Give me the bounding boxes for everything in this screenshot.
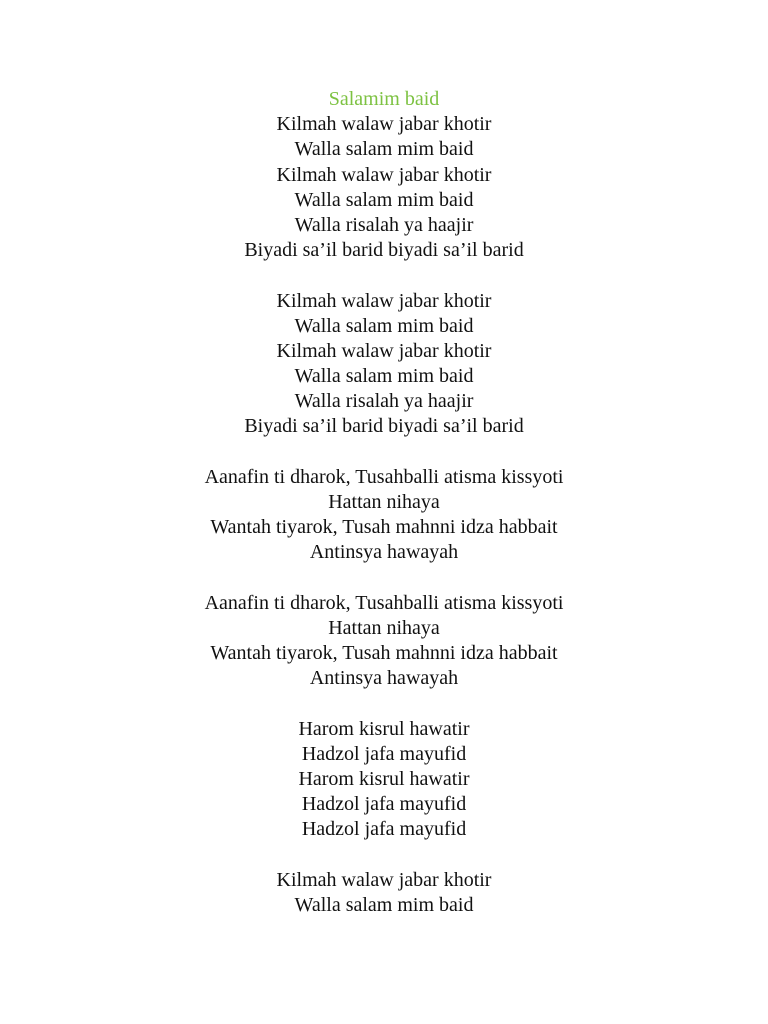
stanza — [0, 591, 768, 692]
stanza — [0, 465, 768, 566]
lyric-line: Hattan nihaya — [328, 616, 440, 639]
lyric-line: Biyadi sa’il barid biyadi sa’il barid — [244, 415, 524, 438]
lyric-line: Wantah tiyarok, Tusah mahnni idza habbait — [210, 516, 558, 539]
stanza — [0, 868, 768, 918]
lyric-line: Hadzol jafa mayufid — [301, 742, 467, 765]
lyric-line: Walla salam mim baid — [294, 894, 474, 916]
lyric-line: Hattan nihaya — [328, 491, 440, 513]
lyric-line: Walla salam mim baid — [294, 365, 474, 388]
lyric-line: Aanafin ti dharok, Tusahballi atisma kissyoti — [204, 591, 564, 614]
lyric-line: Kilmah walaw jabar khotir — [276, 113, 492, 136]
lyric-line: Hadzol jafa mayufid — [301, 818, 467, 841]
lyric-line: Antinsya hawayah — [309, 667, 459, 690]
lyric-line: Harom kisrul hawatir — [298, 768, 470, 791]
lyric-line: Harom kisrul hawatir — [298, 717, 470, 740]
lyric-line: Kilmah walaw jabar khotir — [276, 339, 492, 362]
lyric-line: Biyadi sa’il barid biyadi sa’il barid — [244, 239, 524, 262]
document-page — [0, 87, 768, 918]
lyric-line: Walla salam mim baid — [294, 138, 474, 161]
lyric-line: Walla risalah ya haajir — [294, 213, 474, 236]
lyric-line: Aanafin ti dharok, Tusahballi atisma kissyoti — [204, 465, 564, 488]
lyric-line: Walla salam mim baid — [294, 188, 474, 211]
lyric-line: Kilmah walaw jabar khotir — [276, 289, 492, 312]
lyric-line: Kilmah walaw jabar khotir — [276, 163, 492, 186]
lyric-line: Walla risalah ya haajir — [294, 390, 474, 413]
lyric-line: Antinsya hawayah — [309, 541, 459, 564]
lyrics-body — [0, 112, 768, 918]
lyric-line: Wantah tiyarok, Tusah mahnni idza habbait — [210, 642, 558, 665]
lyric-line: Hadzol jafa mayufid — [301, 793, 467, 816]
stanza — [0, 112, 768, 263]
lyric-line: Walla salam mim baid — [294, 314, 474, 337]
stanza — [0, 289, 768, 440]
lyric-line: Kilmah walaw jabar khotir — [276, 868, 492, 891]
song-title: Salamim baid — [328, 88, 440, 110]
stanza — [0, 717, 768, 843]
